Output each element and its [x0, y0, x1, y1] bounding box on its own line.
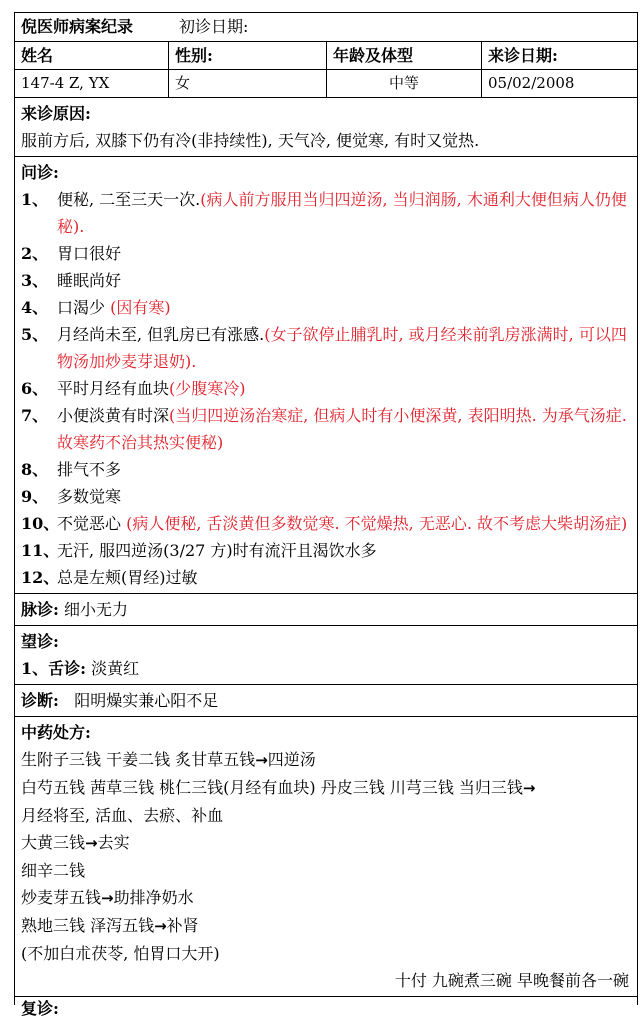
reason-text: 服前方后, 双膝下仍有冷(非持续性), 天气冷, 便觉寒, 有时又觉热.: [21, 131, 480, 150]
inquiry-item-number: 7、: [21, 406, 49, 425]
gender-header: 性别:: [168, 42, 326, 69]
tongue-num: 1、: [21, 659, 49, 678]
inquiry-item-note: (因有寒): [110, 298, 171, 317]
inquiry-item-note: (病人便秘, 舌淡黄但多数觉寒. 不觉燥热, 无恶心. 故不考虑大柴胡汤症): [126, 514, 628, 533]
diagnosis-text: 阳明燥实兼心阳不足: [74, 691, 219, 710]
inquiry-item-text: [57, 483, 631, 510]
prescription-effect: 去实: [97, 833, 130, 852]
prescription-effect: 补肾: [166, 916, 199, 935]
inquiry-item-text: [57, 402, 631, 456]
inquiry-item-number: 6、: [21, 379, 49, 398]
inquiry-item: [21, 267, 631, 294]
visit-date-header: 来诊日期:: [481, 42, 637, 69]
prescription-line: [21, 884, 631, 912]
prescription-line: [21, 746, 631, 774]
inquiry-item-text: [57, 456, 631, 483]
inquiry-item-main: 口渴少: [57, 298, 111, 317]
prescription-herbs: 炒麦芽五钱: [21, 888, 102, 907]
inquiry-item: [21, 564, 631, 591]
follow-up-label: 复诊:: [21, 999, 59, 1018]
inquiry-item-main: 多数觉寒: [57, 487, 122, 506]
inquiry-item-number: 1、: [21, 190, 49, 209]
pulse-text: 细小无力: [64, 600, 129, 619]
prescription-line: [21, 774, 631, 802]
inquiry-item: [21, 537, 631, 564]
inquiry-item-main: 无汗, 服四逆汤(3/27 方)时有流汗且渴饮水多: [57, 541, 377, 560]
prescription-label: 中药处方:: [21, 723, 91, 742]
prescription-line: [21, 912, 631, 940]
inquiry-item-number: 5、: [21, 325, 49, 344]
inquiry-item-text: [57, 564, 631, 591]
inquiry-item-main: 月经尚未至, 但乳房已有涨感.: [57, 325, 265, 344]
arrow-right-icon: →: [101, 889, 114, 907]
inquiry-item-main: 排气不多: [57, 460, 122, 479]
prescription-herbs: 细辛二钱: [21, 861, 86, 880]
inquiry-item: [21, 240, 631, 267]
inquiry-item-main: 便秘, 二至三天一次.: [57, 190, 201, 209]
patient-name: 147-4 Z, YX: [21, 74, 110, 92]
inquiry-item-note: (当归四逆汤治寒症, 但病人时有小便深黄, 表阳明热. 为承气汤症. 故寒药不治其热实便秘): [57, 406, 627, 452]
inquiry-item-number: 3、: [21, 271, 49, 290]
prescription-line: [21, 802, 631, 829]
inquiry-item-text: [57, 375, 631, 402]
tongue-line: [21, 655, 631, 682]
age-build-header: 年龄及体型: [326, 42, 481, 69]
prescription-effect: 助排净奶水: [113, 888, 194, 907]
prescription-line: [21, 857, 631, 884]
pulse-section: [14, 594, 638, 626]
inquiry-item-main: 小便淡黄有时深: [57, 406, 170, 425]
inquiry-section: [14, 157, 638, 594]
inquiry-item-text: [57, 510, 631, 537]
inquiry-item-main: 总是左颊(胃经)过敏: [57, 568, 198, 587]
inquiry-item: [21, 510, 631, 537]
patient-info-values: [14, 70, 638, 98]
inquiry-item-main: 胃口很好: [57, 244, 122, 263]
inquiry-item-text: [57, 321, 631, 375]
prescription-herbs: 月经将至, 活血、去瘀、补血: [21, 806, 224, 825]
reason-section: [14, 98, 638, 157]
inquiry-item-text: [57, 267, 631, 294]
prescription-herbs: (不加白朮茯苓, 怕胃口大开): [21, 944, 220, 963]
record-header: [14, 12, 638, 42]
inquiry-item-number: 8、: [21, 460, 49, 479]
diagnosis-label: 诊断:: [21, 691, 59, 710]
name-header: 姓名: [21, 46, 54, 65]
inquiry-item-main: 不觉恶心: [57, 514, 127, 533]
observe-label: 望诊:: [21, 632, 59, 651]
prescription-line: [21, 940, 631, 967]
patient-gender: 女: [168, 70, 326, 97]
patient-build: 中等: [326, 70, 481, 97]
dosage-instructions: 十付 九碗煮三碗 早晚餐前各一碗: [394, 971, 629, 990]
inquiry-item-number: 10、: [21, 514, 60, 533]
prescription-herbs: 熟地三钱 泽泻五钱: [21, 916, 155, 935]
prescription-section: [14, 717, 638, 997]
follow-up-section: [14, 997, 638, 1018]
inquiry-item: [21, 186, 631, 240]
inquiry-item-number: 9、: [21, 487, 49, 506]
inquiry-item-number: 4、: [21, 298, 49, 317]
reason-label: 来诊原因:: [21, 104, 91, 123]
tongue-label: 舌诊:: [48, 659, 87, 678]
diagnosis-section: [14, 685, 638, 717]
tongue-text: 淡黄红: [91, 659, 140, 678]
inquiry-item: [21, 456, 631, 483]
pulse-label: 脉诊:: [21, 600, 59, 619]
record-title: 倪医师病案纪录: [21, 17, 134, 36]
patient-info-header: [14, 42, 638, 70]
prescription-line: [21, 829, 631, 857]
inquiry-item-note: (女子欲停止脯乳时, 或月经来前乳房涨满时, 可以四物汤加炒麦芽退奶).: [57, 325, 627, 371]
prescription-effect: 四逆汤: [267, 750, 316, 769]
inquiry-item-text: [57, 294, 631, 321]
inquiry-item-text: [57, 537, 631, 564]
first-visit-date-label: 初诊日期:: [179, 17, 249, 36]
observe-section: [14, 626, 638, 685]
inquiry-label: 问诊:: [21, 163, 59, 182]
arrow-right-icon: →: [522, 779, 536, 797]
inquiry-item-number: 12、: [21, 568, 60, 587]
inquiry-item-note: (病人前方服用当归四逆汤, 当归润肠, 木通利大便但病人仍便秘).: [57, 190, 627, 236]
arrow-right-icon: →: [85, 834, 98, 852]
inquiry-item-number: 11、: [21, 541, 60, 560]
prescription-herbs: 白芍五钱 茜草三钱 桃仁三钱(月经有血块) 丹皮三钱 川芎三钱 当归三钱: [21, 778, 523, 797]
case-record-sheet: [14, 12, 638, 1018]
inquiry-item: [21, 483, 631, 510]
arrow-right-icon: →: [154, 917, 167, 935]
prescription-list: [21, 746, 631, 967]
inquiry-item-main: 睡眠尚好: [57, 271, 122, 290]
prescription-herbs: 大黄三钱: [21, 833, 86, 852]
visit-date: 05/02/2008: [481, 70, 637, 97]
prescription-herbs: 生附子三钱 干姜二钱 炙甘草五钱: [21, 750, 256, 769]
arrow-right-icon: →: [255, 751, 268, 769]
inquiry-item-text: [57, 186, 631, 240]
inquiry-item-main: 平时月经有血块: [57, 379, 170, 398]
inquiry-item-number: 2、: [21, 244, 49, 263]
inquiry-item: [21, 402, 631, 456]
inquiry-item-note: (少腹寒冷): [169, 379, 246, 398]
inquiry-list: [21, 186, 631, 591]
inquiry-item: [21, 294, 631, 321]
inquiry-item: [21, 375, 631, 402]
inquiry-item-text: [57, 240, 631, 267]
inquiry-item: [21, 321, 631, 375]
